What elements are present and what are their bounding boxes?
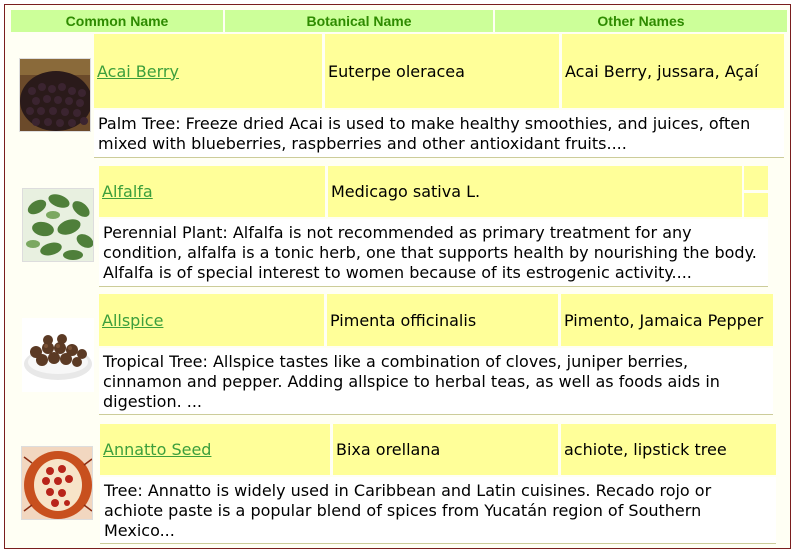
allspice-image [22, 318, 94, 392]
other-names-cell: achiote, lipstick tree [561, 424, 776, 475]
header-botanical-name: Botanical Name [225, 10, 493, 32]
herb-entry-allspice [99, 294, 773, 415]
common-name-cell [94, 34, 322, 108]
botanical-name-cell: Euterpe oleracea [325, 34, 559, 108]
annatto-seed-image [22, 447, 93, 520]
botanical-name-cell: Bixa orellana [333, 424, 558, 475]
herb-description: Palm Tree: Freeze dried Acai is used to make healthy smoothies, and juices, often mixed with blueberries, raspberries and other antioxidant fruits.... [94, 110, 784, 158]
herb-table [4, 4, 791, 549]
herb-link-annatto-seed[interactable]: Annatto Seed [103, 440, 212, 459]
acai-berry-image [20, 59, 91, 132]
herb-entry-annatto-seed [100, 424, 776, 544]
acai-berry-thumbnail[interactable] [19, 58, 91, 132]
botanical-name-cell: Medicago sativa L. [328, 166, 742, 217]
herb-description: Perennial Plant: Alfalfa is not recommended as primary treatment for any condition, alfalfa is a tonic herb, one that supports health by nourishing the body. Alfalfa is of special interest to women because of its estrogenic activity.... [99, 219, 768, 287]
herb-description: Tree: Annatto is widely used in Caribbean and Latin cuisines. Recado rojo or achiote paste is a popular blend of spices from Yucatán region of Southern Mexico... [100, 477, 776, 544]
alfalfa-thumbnail[interactable] [22, 188, 94, 262]
other-names-cell: Acai Berry, jussara, Açaí [562, 34, 784, 108]
common-name-cell [99, 294, 324, 346]
herb-entry-acai-berry [94, 34, 784, 158]
herb-link-allspice[interactable]: Allspice [102, 310, 164, 330]
herb-link-alfalfa[interactable]: Alfalfa [102, 182, 153, 201]
header-other-names: Other Names [495, 10, 787, 32]
other-names-cell [744, 166, 768, 190]
common-name-cell [100, 424, 330, 475]
botanical-name-cell: Pimenta officinalis [327, 294, 558, 346]
herb-description: Tropical Tree: Allspice tastes like a combination of cloves, juniper berries, cinnamon and pepper. Adding allspice to herbal teas, as well as foods aids in digestion. ... [99, 348, 773, 415]
herb-link-acai-berry[interactable]: Acai Berry [97, 61, 179, 81]
common-name-cell [99, 166, 325, 217]
annatto-seed-thumbnail[interactable] [21, 446, 93, 520]
herb-entry-alfalfa [99, 166, 768, 287]
alfalfa-image [23, 189, 94, 262]
other-names-spacer-cell [744, 193, 768, 217]
header-common-name: Common Name [11, 10, 223, 32]
other-names-cell: Pimento, Jamaica Pepper [561, 294, 773, 346]
allspice-thumbnail[interactable] [22, 318, 94, 392]
